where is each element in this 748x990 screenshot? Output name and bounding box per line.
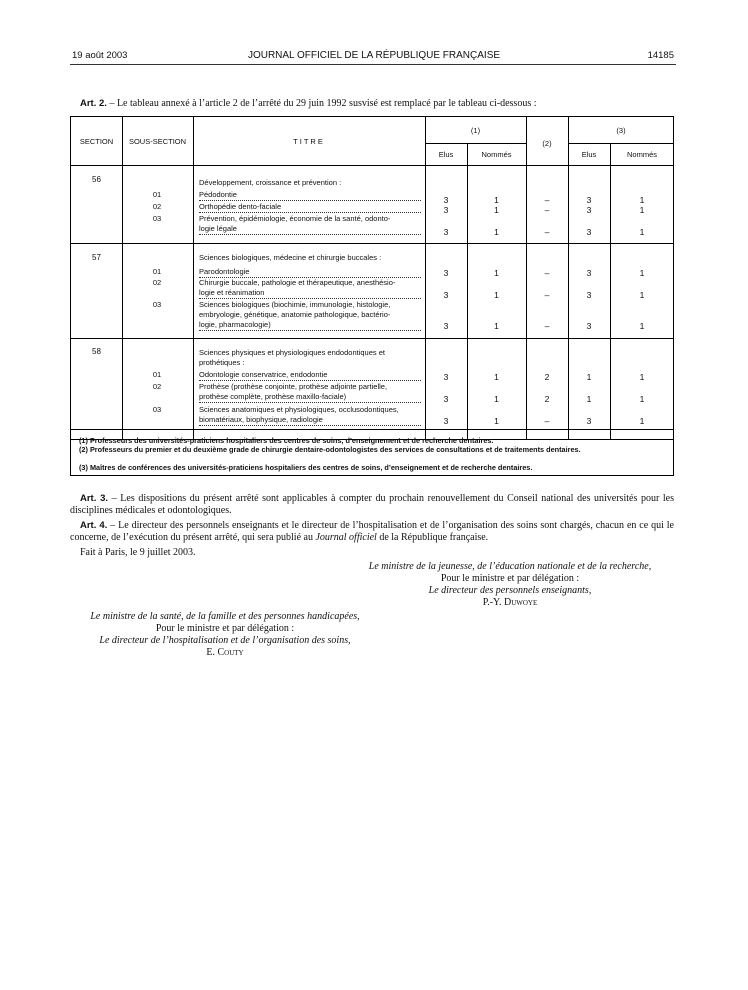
discipline-title-line: Prévention, épidémiologie, économie de la santé, odonto-: [199, 214, 391, 223]
count-cell: 3: [443, 195, 449, 205]
article-3-label: Art. 3.: [80, 493, 109, 504]
page-number: 14185: [647, 50, 674, 61]
count-cell: 3: [443, 290, 449, 300]
count-cell: 3: [586, 290, 592, 300]
article-3: [70, 493, 674, 516]
signing-date: Fait à Paris, le 9 juillet 2003.: [80, 547, 196, 558]
count-cell: 3: [443, 205, 449, 215]
discipline-title-line: embryologie, génétique, anatomie pathologique, bactério-: [199, 310, 391, 319]
discipline-title-line: Sciences biologiques (biochimie, immunologie, histologie,: [199, 300, 391, 309]
footnote: (3) Maîtres de conférences des universités-praticiens hospitaliers des centres de soins, d’enseignement et de recherche dentaires.: [79, 463, 533, 472]
article-2-label: Art. 2.: [80, 98, 107, 109]
discipline-title: logie légale: [199, 224, 421, 235]
signature-2-delegation: Pour le ministre et par délégation :: [155, 623, 295, 634]
article-3-text: – Les dispositions du présent arrêté sont applicables à compter du prochain renouvellement du Conseil national des universités pour les disciplines médicales et odontologiques.: [70, 493, 674, 516]
discipline-title: Pédodontie: [199, 190, 421, 201]
count-cell: 1: [494, 227, 499, 237]
header-elus: Elus: [438, 150, 454, 159]
count-cell: 1: [494, 195, 499, 205]
section-heading: Sciences biologiques, médecine et chirurgie buccales :: [199, 253, 382, 262]
discipline-title-line: Chirurgie buccale, pathologie et thérapeutique, anesthésio-: [199, 278, 396, 287]
row-divider: [71, 165, 674, 166]
count-cell: 3: [586, 227, 592, 237]
header-date: 19 août 2003: [72, 50, 128, 61]
count-cell: 1: [494, 290, 499, 300]
count-cell: 1: [586, 372, 592, 382]
sous-section-number: 03: [152, 214, 162, 223]
count-cell: 3: [443, 416, 449, 426]
row-divider: [568, 143, 674, 144]
count-cell: 3: [443, 321, 449, 331]
discipline-title: biomatériaux, biophysique, radiologie: [199, 415, 421, 426]
discipline-title: Parodontologie: [199, 267, 421, 278]
count-cell: 3: [443, 372, 449, 382]
count-cell: –: [544, 205, 550, 215]
row-divider: [71, 338, 674, 339]
count-cell: 3: [443, 227, 449, 237]
journal-title: JOURNAL OFFICIEL DE LA RÉPUBLIQUE FRANÇAISE: [247, 50, 501, 61]
count-cell: –: [544, 321, 550, 331]
footnote: (2) Professeurs du premier et du deuxième grade de chirurgie dentaire-odontologistes des services de consultations et de traitements dentaires.: [79, 445, 581, 454]
sous-section-number: 01: [152, 370, 162, 379]
count-cell: 1: [639, 321, 645, 331]
header-nommes: Nommés: [481, 150, 512, 159]
count-cell: 1: [494, 205, 499, 215]
sous-section-number: 02: [152, 382, 162, 391]
count-cell: 1: [639, 416, 645, 426]
discipline-title: Odontologie conservatrice, endodontie: [199, 370, 421, 381]
count-cell: –: [544, 416, 550, 426]
journal-officiel-ref: Journal officiel: [315, 531, 377, 543]
row-divider: [425, 143, 526, 144]
signature-1-director: Le directeur des personnels enseignants,: [428, 585, 592, 596]
discipline-title: prothèse complète, prothèse maxillo-faciale): [199, 392, 421, 403]
count-cell: 2: [544, 372, 550, 382]
section-heading-line: Sciences physiques et physiologiques endodontiques et: [199, 348, 385, 357]
header-group-1: (1): [470, 126, 481, 135]
count-cell: 1: [494, 321, 499, 331]
section-heading: prothétiques :: [199, 358, 245, 367]
signature-2-name: E. Couty: [206, 647, 244, 658]
count-cell: –: [544, 227, 550, 237]
header-group-2: (2): [542, 139, 552, 148]
count-cell: 3: [443, 268, 449, 278]
count-cell: 1: [494, 416, 499, 426]
discipline-title-line: Prothèse (prothèse conjointe, prothèse adjointe partielle,: [199, 382, 388, 391]
disciplines-table: [70, 116, 674, 476]
count-cell: 1: [639, 372, 645, 382]
row-divider: [71, 429, 674, 430]
discipline-title: logie, pharmacologie): [199, 320, 421, 331]
header-rule: [70, 64, 676, 65]
signature-2-minister: Le ministre de la santé, de la famille et des personnes handicapées,: [90, 611, 360, 622]
sous-section-number: 01: [152, 190, 162, 199]
count-cell: 1: [639, 268, 645, 278]
header-nommes: Nommés: [626, 150, 657, 159]
sous-section-number: 03: [152, 300, 162, 309]
section-number: 57: [92, 253, 101, 262]
article-2: [80, 98, 537, 109]
sous-section-number: 02: [152, 202, 162, 211]
signature-1-minister: Le ministre de la jeunesse, de l’éducation nationale et de la recherche,: [368, 561, 652, 572]
sous-section-number: 03: [152, 405, 162, 414]
row-divider: [71, 243, 674, 244]
signature-1-delegation: Pour le ministre et par délégation :: [440, 573, 580, 584]
footnote: (1) Professeurs des universités-praticiens hospitaliers des centres de soins, d’enseignement et de recherche dentaires.: [79, 436, 494, 445]
count-cell: 1: [639, 205, 645, 215]
count-cell: 3: [586, 195, 592, 205]
count-cell: 3: [586, 416, 592, 426]
count-cell: 1: [639, 227, 645, 237]
header-sous-section: SOUS-SECTION: [128, 137, 187, 146]
count-cell: 3: [586, 268, 592, 278]
header-titre: TITRE: [293, 137, 325, 146]
count-cell: 2: [544, 394, 550, 404]
article-4-text-end: de la République française.: [376, 531, 489, 543]
discipline-title: Orthopédie dento-faciale: [199, 202, 421, 213]
section-number: 58: [92, 347, 101, 356]
count-cell: 1: [639, 394, 645, 404]
sous-section-number: 01: [152, 267, 162, 276]
signature-2-director: Le directeur de l’hospitalisation et de l’organisation des soins,: [99, 635, 351, 646]
sous-section-number: 02: [152, 278, 162, 287]
header-section: SECTION: [79, 137, 114, 146]
article-4: [70, 520, 674, 543]
count-cell: 1: [586, 394, 592, 404]
discipline-title-line: Sciences anatomiques et physiologiques, occlusodontiques,: [199, 405, 399, 414]
count-cell: 1: [494, 268, 499, 278]
section-heading: Développement, croissance et prévention :: [199, 178, 342, 187]
header-group-3: (3): [616, 126, 626, 135]
count-cell: –: [544, 290, 550, 300]
count-cell: –: [544, 268, 550, 278]
count-cell: 3: [586, 205, 592, 215]
section-number: 56: [92, 175, 101, 184]
count-cell: 1: [639, 290, 645, 300]
signature-1-name: P.-Y. Duwoye: [482, 597, 538, 608]
count-cell: 3: [443, 394, 449, 404]
count-cell: 3: [586, 321, 592, 331]
discipline-title: logie et réanimation: [199, 288, 421, 299]
count-cell: –: [544, 195, 550, 205]
header-elus: Elus: [581, 150, 597, 159]
article-4-text: – Le directeur des personnels enseignants et le directeur de l’hospitalisation et de l’organisation des soins sont chargés, chacun en ce qui le concerne, de l’exécution du présent arrêté, qui sera publié au: [70, 520, 674, 543]
count-cell: 1: [494, 394, 499, 404]
count-cell: 1: [494, 372, 499, 382]
count-cell: 1: [639, 195, 645, 205]
article-2-text: – Le tableau annexé à l’article 2 de l’arrêté du 29 juin 1992 susvisé est remplacé par le tableau ci-dessous :: [106, 98, 537, 109]
article-4-label: Art. 4.: [80, 520, 108, 531]
